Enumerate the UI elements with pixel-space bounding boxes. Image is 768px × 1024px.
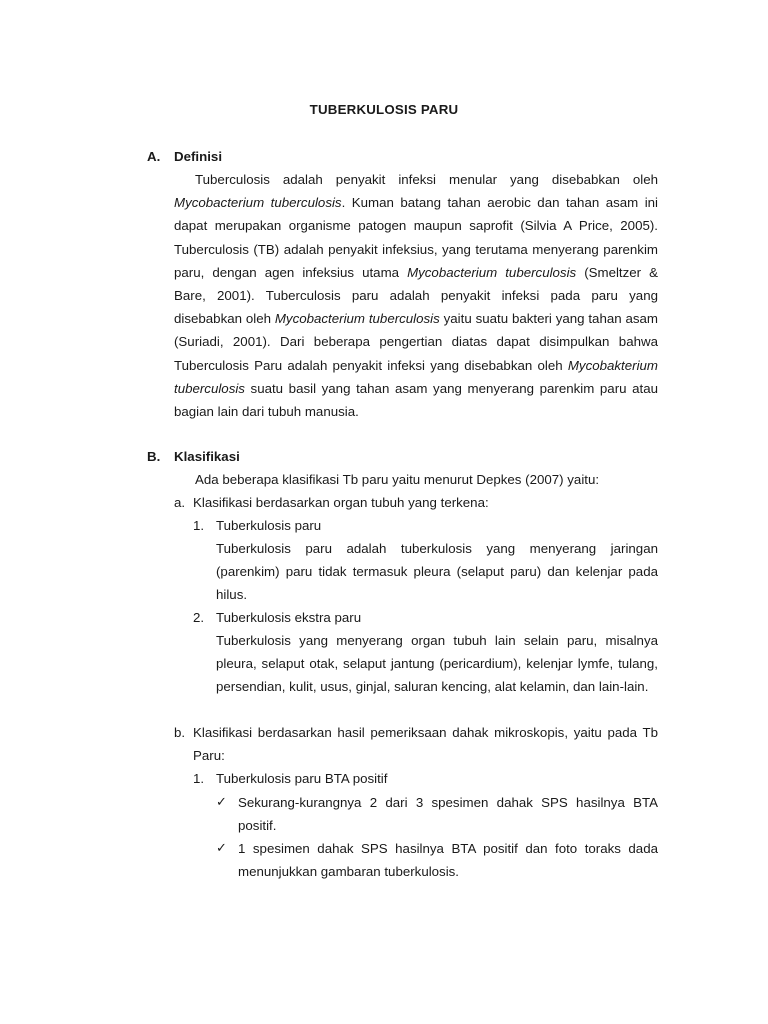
item-a-letter: a.	[174, 495, 186, 510]
check-icon: ✓	[216, 795, 227, 810]
item-a-text: Klasifikasi berdasarkan organ tubuh yang terkena:	[193, 495, 489, 510]
section-a-heading	[147, 149, 222, 164]
item-a-sub2-desc: Tuberkulosis yang menyerang organ tubuh lain selain paru, misalnya pleura, selaput otak, selaput jantung (pericardium), kelenjar lymfe, tulang, persendian, kulit, usus, ginjal, saluran kencing, alat kelamin, dan lain-lain.	[216, 633, 658, 695]
classification-item-a	[174, 491, 658, 514]
check-list-item	[216, 791, 658, 837]
check-item-text: Sekurang-kurangnya 2 dari 3 spesimen dahak SPS hasilnya BTA positif.	[238, 795, 658, 834]
item-b-sub1-title: Tuberkulosis paru BTA positif	[216, 771, 388, 786]
section-b-letter: B.	[147, 449, 161, 464]
definition-text-4: yaitu suatu bakteri yang tahan asam (Suriadi, 2001). Dari beberapa pengertian diatas dapat disimpulkan bahwa Tuberculosis Paru adalah penyakit infeksi yang disebabkan oleh	[174, 311, 658, 373]
item-a-sub2-heading	[193, 606, 361, 629]
item-a-sub2-num: 2.	[193, 610, 205, 625]
definition-paragraph	[174, 168, 658, 423]
definition-italic-2: Mycobacterium tuberculosis	[407, 264, 577, 280]
check-icon: ✓	[216, 841, 227, 856]
item-a-sub1-heading	[193, 514, 321, 537]
section-a-letter: A.	[147, 149, 161, 164]
section-a-title: Definisi	[174, 149, 223, 164]
check-list-item	[216, 837, 658, 883]
classification-intro: Ada beberapa klasifikasi Tb paru yaitu menurut Depkes (2007) yaitu:	[195, 472, 600, 487]
document-title: TUBERKULOSIS PARU	[309, 102, 459, 117]
item-a-sub2-title: Tuberkulosis ekstra paru	[216, 610, 362, 625]
definition-italic-4: Mycobakterium tuberculosis	[174, 357, 658, 396]
section-b-title: Klasifikasi	[174, 449, 240, 464]
item-b-letter: b.	[174, 725, 186, 740]
check-item-text: 1 spesimen dahak SPS hasilnya BTA positif dan foto toraks dada menunjukkan gambaran tuberkulosis.	[238, 841, 658, 880]
definition-text-3: (Smeltzer & Bare, 2001). Tuberculosis paru adalah penyakit infeksi pada paru yang disebabkan oleh	[174, 264, 658, 327]
item-a-sub1-title: Tuberkulosis paru	[216, 518, 322, 533]
item-b-sub1-num: 1.	[193, 771, 205, 786]
definition-italic-1: Mycobacterium tuberculosis	[174, 195, 342, 211]
item-b-text: Klasifikasi berdasarkan hasil pemeriksaan dahak mikroskopis, yaitu pada Tb Paru:	[193, 725, 658, 764]
item-b-sub1-heading	[193, 767, 387, 790]
definition-text-2: . Kuman batang tahan aerobic dan tahan asam ini dapat merupakan organisme patogen maupun saprofit (Silvia A Price, 2005). Tuberculosis (TB) adalah penyakit infeksius, yang terutama menyerang parenkim paru, dengan agen infeksius utama	[174, 195, 658, 280]
definition-text-5: suatu basil yang tahan asam yang menyerang parenkim paru atau bagian lain dari tubuh manusia.	[174, 380, 658, 420]
classification-item-b	[174, 721, 658, 767]
section-b-heading	[147, 449, 240, 464]
item-a-sub1-num: 1.	[193, 518, 205, 533]
definition-italic-3: Mycobacterium tuberculosis	[274, 311, 440, 327]
item-a-sub1-desc: Tuberkulosis paru adalah tuberkulosis yang menyerang jaringan (parenkim) paru tidak termasuk pleura (selaput paru) dan kelenjar pada hilus.	[216, 541, 658, 603]
definition-text-1: Tuberculosis adalah penyakit infeksi menular yang disebabkan oleh	[195, 172, 658, 187]
